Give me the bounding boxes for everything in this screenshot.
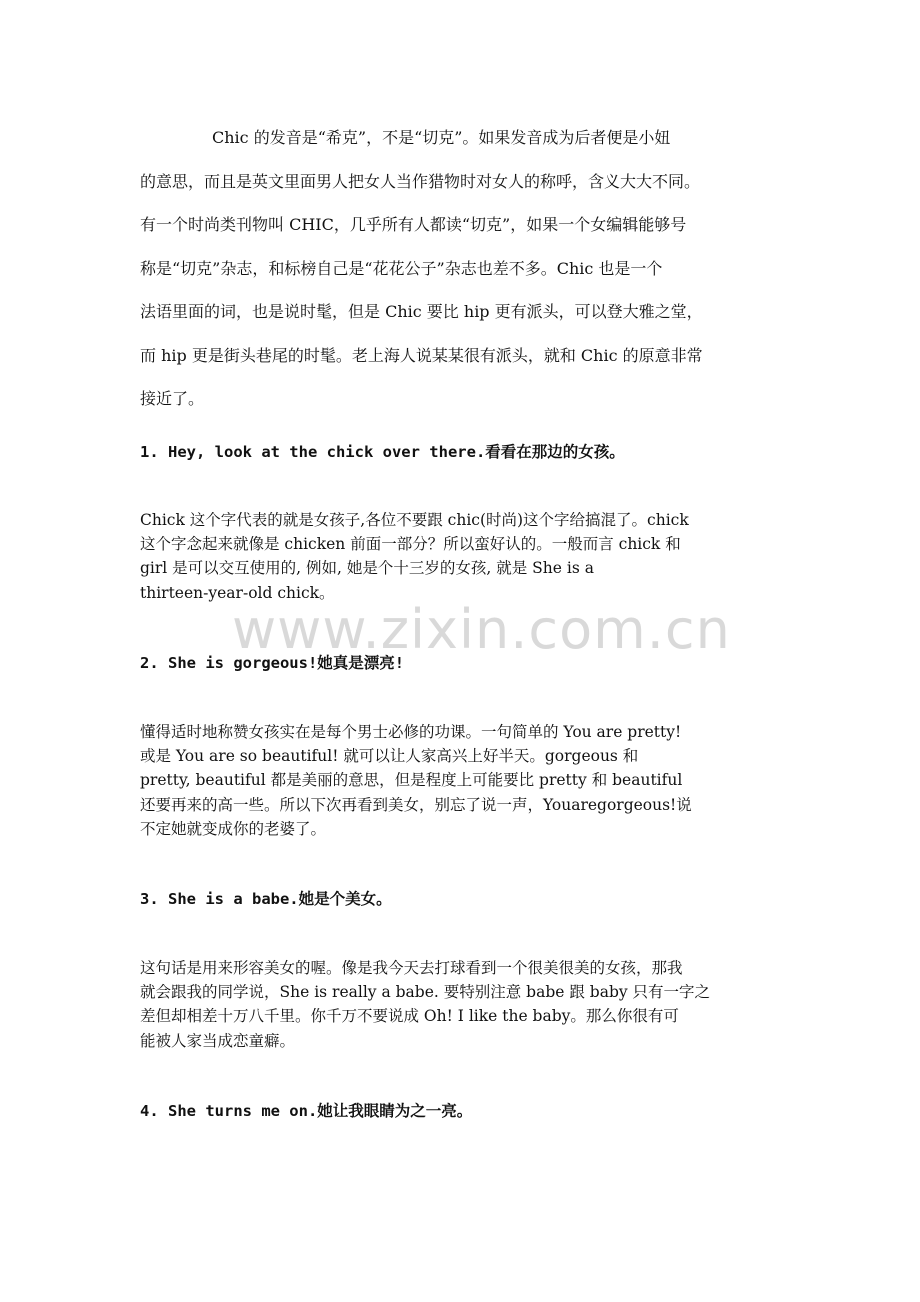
intro-line: 接近了。 (140, 389, 205, 408)
section-heading-1: 1. Hey, look at the chick over there.看看在那边的女孩。 (140, 443, 625, 461)
intro-line: Chic 的发音是“希克”，不是“切克”。如果发音成为后者便是小妞 (212, 128, 671, 147)
paragraph-line: thirteen-year-old chick。 (140, 583, 335, 602)
watermark: www.zixin.com.cn (232, 598, 731, 661)
section-heading-3: 3. She is a babe.她是个美女。 (140, 890, 392, 908)
paragraph-line: 差但却相差十万八千里。你千万不要说成 Oh! I like the baby。那么你很有可 (140, 1007, 679, 1026)
paragraph-line: 能被人家当成恋童癖。 (140, 1031, 296, 1050)
section-heading-2: 2. She is gorgeous!她真是漂亮! (140, 654, 405, 672)
intro-paragraph (140, 116, 790, 421)
paragraph-line: girl 是可以交互使用的, 例如, 她是个十三岁的女孩, 就是 She is a (140, 559, 594, 578)
intro-line: 的意思，而且是英文里面男人把女人当作猎物时对女人的称呼，含义大大不同。 (140, 171, 701, 191)
intro-line: 称是“切克”杂志，和标榜自己是“花花公子”杂志也差不多。Chic 也是一个 (140, 258, 663, 278)
intro-line: 法语里面的词，也是说时髦，但是 Chic 要比 hip 更有派头，可以登大雅之堂， (140, 302, 703, 321)
paragraph-line: 懂得适时地称赞女孩实在是每个男士必修的功课。一句简单的 You are pretty! (140, 723, 682, 741)
section-paragraph-3 (140, 956, 800, 1053)
section-paragraph-1 (140, 508, 800, 605)
paragraph-line: 这个字念起来就像是 chicken 前面一部分？所以蛮好认的。一般而言 chick 和 (140, 535, 681, 554)
paragraph-line: Chick 这个字代表的就是女孩子,各位不要跟 chic(时尚)这个字给搞混了。chick (140, 511, 689, 529)
section-paragraph-2 (140, 720, 800, 841)
paragraph-line: 或是 You are so beautiful! 就可以让人家高兴上好半天。gorgeous 和 (140, 747, 639, 766)
intro-line: 有一个时尚类刊物叫 CHIC，几乎所有人都读“切克”，如果一个女编辑能够号 (140, 215, 687, 234)
paragraph-line: 还要再来的高一些。所以下次再看到美女，别忘了说一声，Youaregorgeous!说 (140, 795, 692, 814)
section-heading-4: 4. She turns me on.她让我眼睛为之一亮。 (140, 1102, 473, 1120)
paragraph-line: 这句话是用来形容美女的喔。像是我今天去打球看到一个很美很美的女孩，那我 (140, 959, 683, 977)
paragraph-line: pretty, beautiful 都是美丽的意思，但是程度上可能要比 pretty 和 beautiful (140, 771, 683, 790)
paragraph-line: 不定她就变成你的老婆了。 (140, 819, 327, 838)
intro-line: 而 hip 更是街头巷尾的时髦。老上海人说某某很有派头，就和 Chic 的原意非常 (140, 345, 703, 365)
paragraph-line: 就会跟我的同学说，She is really a babe. 要特别注意 babe 跟 baby 只有一字之 (140, 983, 711, 1002)
